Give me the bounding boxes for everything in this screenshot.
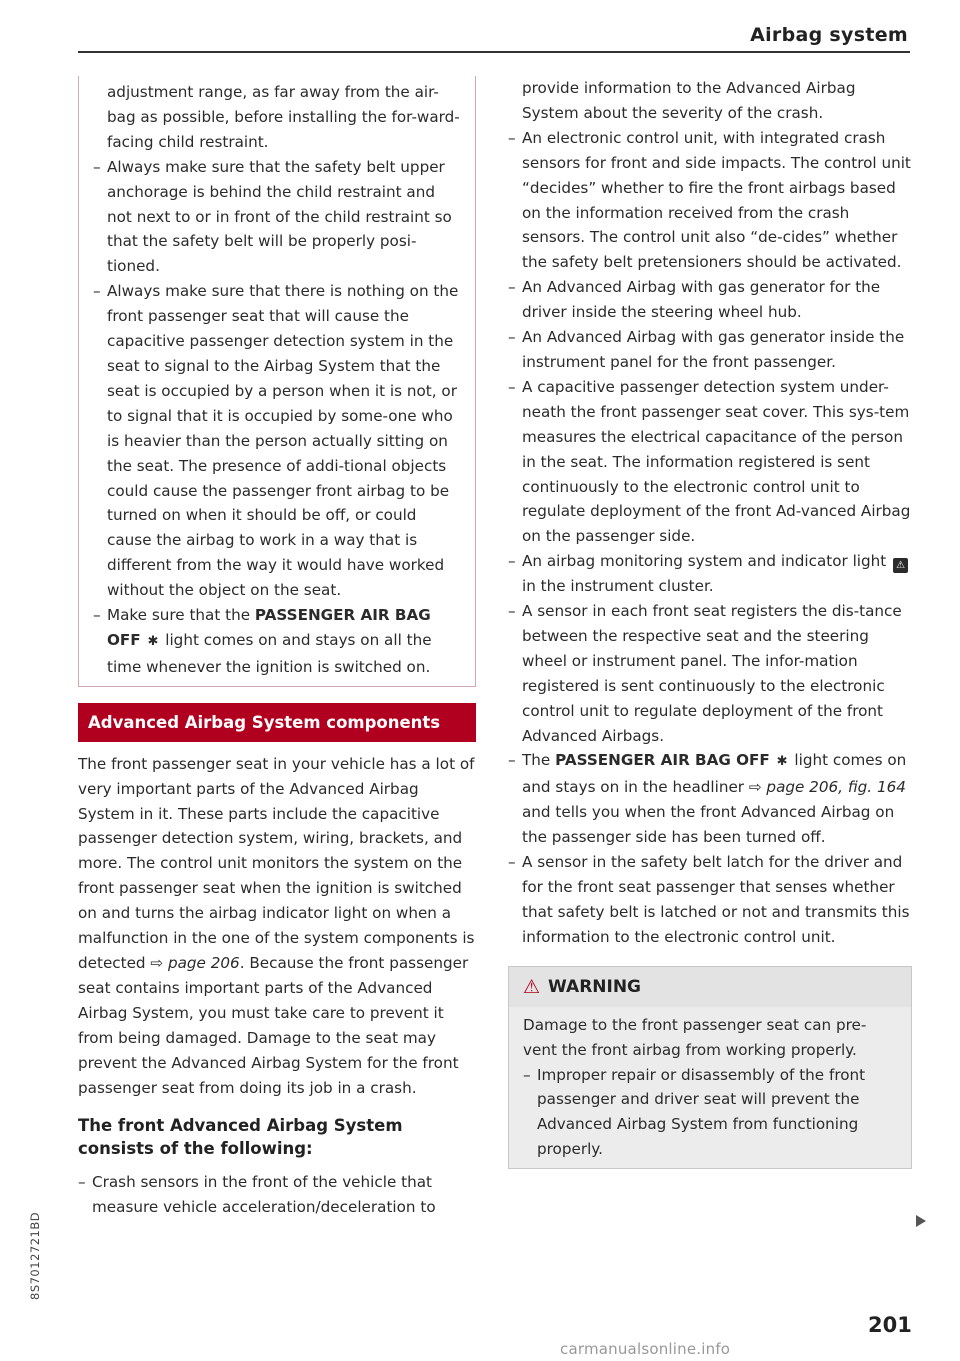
box-list-item: – Always make sure that there is nothing on the front passenger seat that will cause the capacitive passenger detection system in the seat to signal to the Airbag System that the seat is occupied by a person when it is not, or to signal that it is occupied by some-one who is heavier than the person actually sitting on the seat. The presence of addi-tional objects could cause the passenger front airbag to be turned on when it should be off, or could cause the airbag to work in a way that is different from the way it would have worked without the object on the seat. [93,279,461,603]
document-code: 8S7012721BD [28,1211,42,1300]
continued-warning-box [78,76,476,687]
warning-header [509,967,911,1007]
passenger-airbag-off-icon: ✱ [776,754,788,770]
box-continuation-text: adjustment range, as far away from the air-bag as possible, before installing the for-ward-facing child restraint. [107,83,460,151]
list-item: – A sensor in each front seat registers the dis-tance between the respective seat and the steering wheel or instrument panel. The infor-mation registered is sent continuously to the electronic control unit to regulate deployment of the front Advanced Airbags. [508,599,912,748]
warning-box [508,966,912,1169]
continue-arrow-icon [916,1215,926,1227]
passenger-airbag-off-icon: ✱ [147,633,159,649]
box-list-item: – Always make sure that the safety belt upper anchorage is behind the child restraint and not next to or in front of the child restraint so that the safety belt will be properly posi-tioned. [93,155,461,280]
page-reference-link[interactable]: ⇨ page 206, fig. 164 [748,778,906,797]
warning-body [509,1007,911,1168]
list-item: – A capacitive passenger detection system under-neath the front passenger seat cover. This sys-tem measures the electrical capacitance of the person in the seat. The information registered is sent continuously to the electronic control unit to regulate deployment of the front Ad-vanced Airbag on the passenger side. [508,375,912,549]
box-list-item: – Make sure that the PASSENGER AIR BAG OFF ✱ light comes on and stays on all the time whenever the ignition is switched on. [93,603,461,680]
subheading: The front Advanced Airbag System consists of the following: [78,1116,403,1159]
watermark-text: carmanualsonline.info [560,1340,731,1358]
airbag-warning-icon: ⚠ [893,558,908,573]
list-item: – An electronic control unit, with integrated crash sensors for front and side impacts. The control unit “decides” whether to fire the front airbags based on the information received from the crash sensors. The control unit also “de-cides” whether the safety belt pretensioners should be activated. [508,126,912,275]
list-item: – A sensor in the safety belt latch for the driver and for the front seat passenger that senses whether that safety belt is latched or not and transmits this information to the electronic control unit. [508,850,912,950]
warning-triangle-icon: ⚠ [523,975,541,998]
box-list [93,155,461,680]
header-rule [78,51,910,53]
body-paragraph: The front passenger seat in your vehicle has a lot of very important parts of the Advanced Airbag System in it. These parts include the capacitive passenger detection system, wiring, brackets, and more. The control unit monitors the system on the front passenger seat when the ignition is switched on and turns the airbag indicator light on when a malfunction in the one of the system components is detected ⇨ page 206. Because the front passenger seat contains important parts of the Advanced Airbag System, you must take care to prevent it from being damaged. Damage to the seat may prevent the Advanced Airbag System for the front passenger seat from doing its job in a crash. [78,754,475,1097]
list-item: – An airbag monitoring system and indicator light ⚠ in the instrument cluster. [508,549,912,599]
list-item: – An Advanced Airbag with gas generator inside the instrument panel for the front passenger. [508,325,912,375]
warning-list [523,1063,897,1163]
passenger-airbag-off-label: PASSENGER AIR BAG OFF [555,751,770,770]
warning-text: Damage to the front passenger seat can pre-vent the front airbag from working properly. [523,1015,867,1059]
warning-title: WARNING [548,976,642,997]
section-title: Advanced Airbag System components [78,703,476,742]
list-item: – Crash sensors in the front of the vehicle that measure vehicle acceleration/deceleration to [78,1170,476,1220]
passenger-airbag-off-label: PASSENGER AIR BAG OFF [107,606,431,649]
warning-list-item: – Improper repair or disassembly of the front passenger and driver seat will prevent the Advanced Airbag System from functioning properly. [523,1063,897,1163]
page-reference-link[interactable]: ⇨ page 206 [150,954,240,972]
page-header-title: Airbag system [750,24,908,46]
components-list [508,126,912,950]
left-column [78,76,476,1220]
list-continuation-text: provide information to the Advanced Airbag System about the severity of the crash. [522,79,856,122]
list-item: – The PASSENGER AIR BAG OFF ✱ light comes on and stays on in the headliner ⇨ page 206, fig. 164 and tells you when the front Advanced Airbag on the passenger side has been turned off. [508,748,912,850]
components-list-start [78,1170,476,1220]
right-column [508,76,912,1169]
page-number: 201 [868,1313,912,1337]
list-item: – An Advanced Airbag with gas generator for the driver inside the steering wheel hub. [508,275,912,325]
